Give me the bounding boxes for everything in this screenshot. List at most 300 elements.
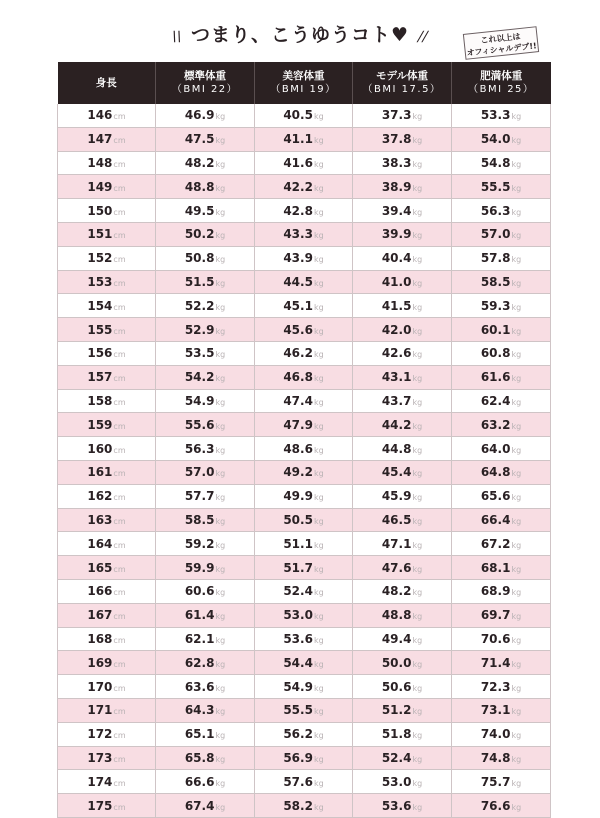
cell-value: 60.8	[480, 346, 511, 361]
unit-label: cm	[113, 445, 126, 455]
standard-weight-cell	[156, 389, 255, 413]
stamp-line-2: オフィシャルデブ!!	[466, 41, 538, 58]
model-weight-cell	[353, 365, 452, 389]
unit-label: kg	[215, 207, 226, 217]
model-weight-cell	[353, 127, 452, 151]
unit-label: kg	[313, 302, 324, 312]
cell-value: 154	[87, 298, 113, 313]
unit-label: kg	[412, 231, 423, 241]
cell-value: 146	[87, 108, 113, 123]
cell-value: 53.0	[381, 774, 412, 789]
unit-label: kg	[313, 421, 324, 431]
cell-value: 161	[87, 465, 113, 480]
unit-label: kg	[313, 540, 324, 550]
table-row	[58, 437, 551, 461]
table-row	[58, 175, 551, 199]
cell-value: 62.4	[480, 393, 511, 408]
table-header	[58, 62, 551, 104]
unit-label: kg	[511, 588, 522, 598]
standard-weight-cell	[156, 127, 255, 151]
unit-label: kg	[412, 183, 423, 193]
header-bmi-label: （BMI 17.5）	[362, 84, 442, 95]
unit-label: kg	[412, 469, 423, 479]
header-label: 肥満体重	[480, 70, 523, 82]
unit-label: cm	[113, 374, 126, 384]
unit-label: kg	[215, 421, 226, 431]
unit-label: kg	[313, 802, 324, 812]
header-bmi-label: （BMI 22）	[171, 84, 239, 95]
unit-label: cm	[113, 516, 126, 526]
unit-label: kg	[412, 588, 423, 598]
beauty-weight-cell	[255, 603, 353, 627]
cell-value: 40.4	[381, 251, 412, 266]
cell-value: 71.4	[480, 655, 511, 670]
height-cell	[58, 151, 156, 175]
cell-value: 171	[87, 703, 113, 718]
table-row	[58, 246, 551, 270]
unit-label: kg	[313, 278, 324, 288]
cell-value: 49.4	[381, 631, 412, 646]
cell-value: 43.7	[381, 393, 412, 408]
cell-value: 68.9	[480, 584, 511, 599]
height-cell	[58, 460, 156, 484]
model-weight-cell	[353, 389, 452, 413]
standard-weight-cell	[156, 413, 255, 437]
cell-value: 57.6	[283, 774, 313, 789]
cell-value: 50.2	[184, 227, 215, 242]
height-cell	[58, 413, 156, 437]
cell-value: 50.6	[381, 679, 412, 694]
model-weight-cell	[353, 222, 452, 246]
standard-weight-cell	[156, 508, 255, 532]
cell-value: 45.9	[381, 489, 412, 504]
unit-label: kg	[511, 469, 522, 479]
unit-label: kg	[313, 183, 324, 193]
beauty-weight-cell	[255, 532, 353, 556]
unit-label: kg	[412, 421, 423, 431]
unit-label: cm	[113, 207, 126, 217]
unit-label: cm	[113, 136, 126, 146]
cell-value: 56.3	[184, 441, 215, 456]
unit-label: kg	[313, 326, 324, 336]
cell-value: 163	[87, 512, 113, 527]
height-cell	[58, 722, 156, 746]
cell-value: 63.2	[480, 417, 511, 432]
cell-value: 47.1	[381, 536, 412, 551]
header-standard-weight	[156, 62, 255, 104]
unit-label: kg	[215, 350, 226, 360]
beauty-weight-cell	[255, 318, 353, 342]
height-cell	[58, 556, 156, 580]
unit-label: kg	[412, 159, 423, 169]
unit-label: kg	[215, 112, 226, 122]
cell-value: 76.6	[480, 798, 511, 813]
unit-label: kg	[215, 683, 226, 693]
unit-label: kg	[215, 326, 226, 336]
model-weight-cell	[353, 270, 452, 294]
unit-label: kg	[511, 516, 522, 526]
table-row	[58, 484, 551, 508]
model-weight-cell	[353, 175, 452, 199]
cell-value: 155	[87, 322, 113, 337]
unit-label: kg	[511, 635, 522, 645]
standard-weight-cell	[156, 603, 255, 627]
unit-label: cm	[113, 802, 126, 812]
obese-weight-cell	[452, 460, 551, 484]
obese-weight-cell	[452, 270, 551, 294]
unit-label: kg	[412, 707, 423, 717]
unit-label: cm	[113, 469, 126, 479]
cell-value: 57.0	[184, 465, 215, 480]
unit-label: kg	[313, 207, 324, 217]
unit-label: kg	[412, 778, 423, 788]
cell-value: 42.2	[283, 179, 313, 194]
header-obese-weight	[452, 62, 551, 104]
unit-label: kg	[511, 302, 522, 312]
beauty-weight-cell	[255, 437, 353, 461]
cell-value: 42.8	[283, 203, 313, 218]
cell-value: 51.7	[283, 560, 313, 575]
obese-weight-cell	[452, 127, 551, 151]
cell-value: 162	[87, 489, 113, 504]
unit-label: cm	[113, 540, 126, 550]
cell-value: 63.6	[184, 679, 215, 694]
cell-value: 158	[87, 393, 113, 408]
cell-value: 43.1	[381, 370, 412, 385]
standard-weight-cell	[156, 722, 255, 746]
header-model-weight	[353, 62, 452, 104]
title-text: つまり、こうゆうコト♥	[190, 24, 410, 46]
unit-label: kg	[215, 778, 226, 788]
unit-label: kg	[511, 540, 522, 550]
cell-value: 47.5	[184, 132, 215, 147]
cell-value: 55.6	[184, 417, 215, 432]
height-cell	[58, 437, 156, 461]
standard-weight-cell	[156, 794, 255, 818]
cell-value: 58.5	[184, 512, 215, 527]
unit-label: cm	[113, 302, 126, 312]
cell-value: 38.9	[381, 179, 412, 194]
cell-value: 149	[87, 179, 113, 194]
beauty-weight-cell	[255, 651, 353, 675]
cell-value: 170	[87, 679, 113, 694]
obese-weight-cell	[452, 675, 551, 699]
cell-value: 165	[87, 560, 113, 575]
cell-value: 46.2	[283, 346, 313, 361]
cell-value: 54.0	[480, 132, 511, 147]
unit-label: kg	[215, 469, 226, 479]
header-height	[58, 62, 156, 104]
height-cell	[58, 222, 156, 246]
stamp-line-1: これ以上は	[480, 31, 521, 46]
cell-value: 174	[87, 774, 113, 789]
table-row	[58, 556, 551, 580]
height-cell	[58, 651, 156, 675]
cell-value: 48.8	[381, 608, 412, 623]
standard-weight-cell	[156, 627, 255, 651]
model-weight-cell	[353, 794, 452, 818]
table-row	[58, 770, 551, 794]
beauty-weight-cell	[255, 508, 353, 532]
obese-weight-cell	[452, 508, 551, 532]
cell-value: 60.6	[184, 584, 215, 599]
unit-label: cm	[113, 635, 126, 645]
unit-label: kg	[313, 159, 324, 169]
unit-label: kg	[412, 564, 423, 574]
header-label: 身長	[95, 77, 117, 89]
table-row	[58, 508, 551, 532]
unit-label: kg	[511, 707, 522, 717]
unit-label: kg	[511, 445, 522, 455]
unit-label: kg	[313, 731, 324, 741]
height-cell	[58, 246, 156, 270]
cell-value: 45.1	[283, 298, 313, 313]
unit-label: kg	[215, 612, 226, 622]
unit-label: kg	[215, 159, 226, 169]
unit-label: kg	[313, 397, 324, 407]
model-weight-cell	[353, 603, 452, 627]
cell-value: 61.4	[184, 608, 215, 623]
height-cell	[58, 579, 156, 603]
standard-weight-cell	[156, 246, 255, 270]
unit-label: kg	[313, 778, 324, 788]
unit-label: cm	[113, 778, 126, 788]
unit-label: kg	[215, 445, 226, 455]
cell-value: 54.9	[283, 679, 313, 694]
model-weight-cell	[353, 627, 452, 651]
unit-label: kg	[215, 374, 226, 384]
unit-label: cm	[113, 326, 126, 336]
unit-label: kg	[412, 302, 423, 312]
unit-label: cm	[113, 183, 126, 193]
height-cell	[58, 294, 156, 318]
unit-label: cm	[113, 683, 126, 693]
cell-value: 160	[87, 441, 113, 456]
cell-value: 53.6	[283, 631, 313, 646]
model-weight-cell	[353, 698, 452, 722]
cell-value: 44.5	[283, 274, 313, 289]
cell-value: 53.3	[480, 108, 511, 123]
unit-label: kg	[412, 802, 423, 812]
cell-value: 50.8	[184, 251, 215, 266]
unit-label: kg	[215, 540, 226, 550]
header-label: 標準体重	[184, 70, 226, 82]
unit-label: kg	[412, 112, 423, 122]
table-row	[58, 794, 551, 818]
obese-weight-cell	[452, 579, 551, 603]
unit-label: kg	[511, 754, 522, 764]
cell-value: 56.3	[480, 203, 511, 218]
unit-label: kg	[511, 778, 522, 788]
beauty-weight-cell	[255, 246, 353, 270]
beauty-weight-cell	[255, 270, 353, 294]
obese-weight-cell	[452, 698, 551, 722]
table-row	[58, 341, 551, 365]
cell-value: 49.5	[184, 203, 215, 218]
cell-value: 57.7	[184, 489, 215, 504]
model-weight-cell	[353, 556, 452, 580]
model-weight-cell	[353, 437, 452, 461]
cell-value: 50.5	[283, 512, 313, 527]
cell-value: 156	[87, 346, 113, 361]
header-label: 美容体重	[282, 70, 325, 82]
obese-weight-cell	[452, 246, 551, 270]
table-row	[58, 579, 551, 603]
unit-label: kg	[313, 516, 324, 526]
obese-weight-cell	[452, 437, 551, 461]
beauty-weight-cell	[255, 556, 353, 580]
beauty-weight-cell	[255, 794, 353, 818]
unit-label: kg	[412, 207, 423, 217]
table-row	[58, 413, 551, 437]
cell-value: 55.5	[480, 179, 511, 194]
cell-value: 153	[87, 274, 113, 289]
cell-value: 65.6	[480, 489, 511, 504]
unit-label: kg	[412, 445, 423, 455]
beauty-weight-cell	[255, 698, 353, 722]
cell-value: 72.3	[480, 679, 511, 694]
standard-weight-cell	[156, 579, 255, 603]
model-weight-cell	[353, 651, 452, 675]
model-weight-cell	[353, 770, 452, 794]
beauty-weight-cell	[255, 675, 353, 699]
unit-label: kg	[511, 802, 522, 812]
unit-label: kg	[511, 183, 522, 193]
cell-value: 39.9	[381, 227, 412, 242]
height-cell	[58, 603, 156, 627]
unit-label: kg	[511, 683, 522, 693]
beauty-weight-cell	[255, 199, 353, 223]
cell-value: 45.6	[283, 322, 313, 337]
table-body	[58, 104, 551, 817]
cell-value: 44.2	[381, 417, 412, 432]
cell-value: 74.0	[480, 727, 511, 742]
unit-label: kg	[511, 564, 522, 574]
unit-label: kg	[313, 445, 324, 455]
height-cell	[58, 318, 156, 342]
cell-value: 57.8	[480, 251, 511, 266]
unit-label: cm	[113, 350, 126, 360]
standard-weight-cell	[156, 318, 255, 342]
cell-value: 172	[87, 727, 113, 742]
unit-label: kg	[412, 731, 423, 741]
unit-label: cm	[113, 588, 126, 598]
cell-value: 49.9	[283, 489, 313, 504]
unit-label: kg	[511, 612, 522, 622]
height-cell	[58, 365, 156, 389]
obese-weight-cell	[452, 651, 551, 675]
table-row	[58, 318, 551, 342]
cell-value: 42.0	[381, 322, 412, 337]
cell-value: 52.4	[381, 750, 412, 765]
unit-label: kg	[215, 659, 226, 669]
cell-value: 65.8	[184, 750, 215, 765]
table-row	[58, 151, 551, 175]
unit-label: kg	[215, 635, 226, 645]
unit-label: kg	[313, 564, 324, 574]
table-row	[58, 627, 551, 651]
model-weight-cell	[353, 746, 452, 770]
cell-value: 173	[87, 750, 113, 765]
unit-label: kg	[511, 231, 522, 241]
unit-label: cm	[113, 493, 126, 503]
beauty-weight-cell	[255, 175, 353, 199]
cell-value: 55.5	[283, 703, 313, 718]
cell-value: 56.2	[283, 727, 313, 742]
unit-label: kg	[215, 707, 226, 717]
unit-label: kg	[412, 350, 423, 360]
cell-value: 47.4	[283, 393, 313, 408]
beauty-weight-cell	[255, 104, 353, 127]
unit-label: kg	[511, 350, 522, 360]
beauty-weight-cell	[255, 222, 353, 246]
cell-value: 61.6	[480, 370, 511, 385]
cell-value: 68.1	[480, 560, 511, 575]
unit-label: kg	[313, 350, 324, 360]
cell-value: 54.8	[480, 155, 511, 170]
cell-value: 175	[87, 798, 113, 813]
cell-value: 69.7	[480, 608, 511, 623]
unit-label: kg	[511, 731, 522, 741]
model-weight-cell	[353, 484, 452, 508]
unit-label: kg	[215, 302, 226, 312]
cell-value: 148	[87, 155, 113, 170]
unit-label: kg	[412, 516, 423, 526]
table-row	[58, 199, 551, 223]
table-row	[58, 722, 551, 746]
obese-weight-cell	[452, 365, 551, 389]
model-weight-cell	[353, 341, 452, 365]
model-weight-cell	[353, 151, 452, 175]
cell-value: 49.2	[283, 465, 313, 480]
unit-label: kg	[215, 516, 226, 526]
unit-label: kg	[313, 493, 324, 503]
beauty-weight-cell	[255, 127, 353, 151]
unit-label: kg	[511, 397, 522, 407]
unit-label: kg	[511, 326, 522, 336]
unit-label: kg	[313, 683, 324, 693]
obese-weight-cell	[452, 603, 551, 627]
cell-value: 59.2	[184, 536, 215, 551]
standard-weight-cell	[156, 770, 255, 794]
cell-value: 52.9	[184, 322, 215, 337]
height-cell	[58, 508, 156, 532]
table-row	[58, 389, 551, 413]
cell-value: 166	[87, 584, 113, 599]
unit-label: cm	[113, 159, 126, 169]
cell-value: 168	[87, 631, 113, 646]
table-row	[58, 270, 551, 294]
cell-value: 53.5	[184, 346, 215, 361]
unit-label: kg	[215, 731, 226, 741]
unit-label: kg	[313, 469, 324, 479]
unit-label: cm	[113, 255, 126, 265]
unit-label: kg	[313, 707, 324, 717]
cell-value: 41.5	[381, 298, 412, 313]
unit-label: kg	[412, 493, 423, 503]
standard-weight-cell	[156, 294, 255, 318]
cell-value: 39.4	[381, 203, 412, 218]
obese-weight-cell	[452, 104, 551, 127]
cell-value: 60.1	[480, 322, 511, 337]
height-cell	[58, 199, 156, 223]
beauty-weight-cell	[255, 770, 353, 794]
cell-value: 41.1	[283, 132, 313, 147]
standard-weight-cell	[156, 222, 255, 246]
unit-label: kg	[313, 255, 324, 265]
spark-right-icon: //	[415, 28, 430, 45]
unit-label: kg	[215, 397, 226, 407]
